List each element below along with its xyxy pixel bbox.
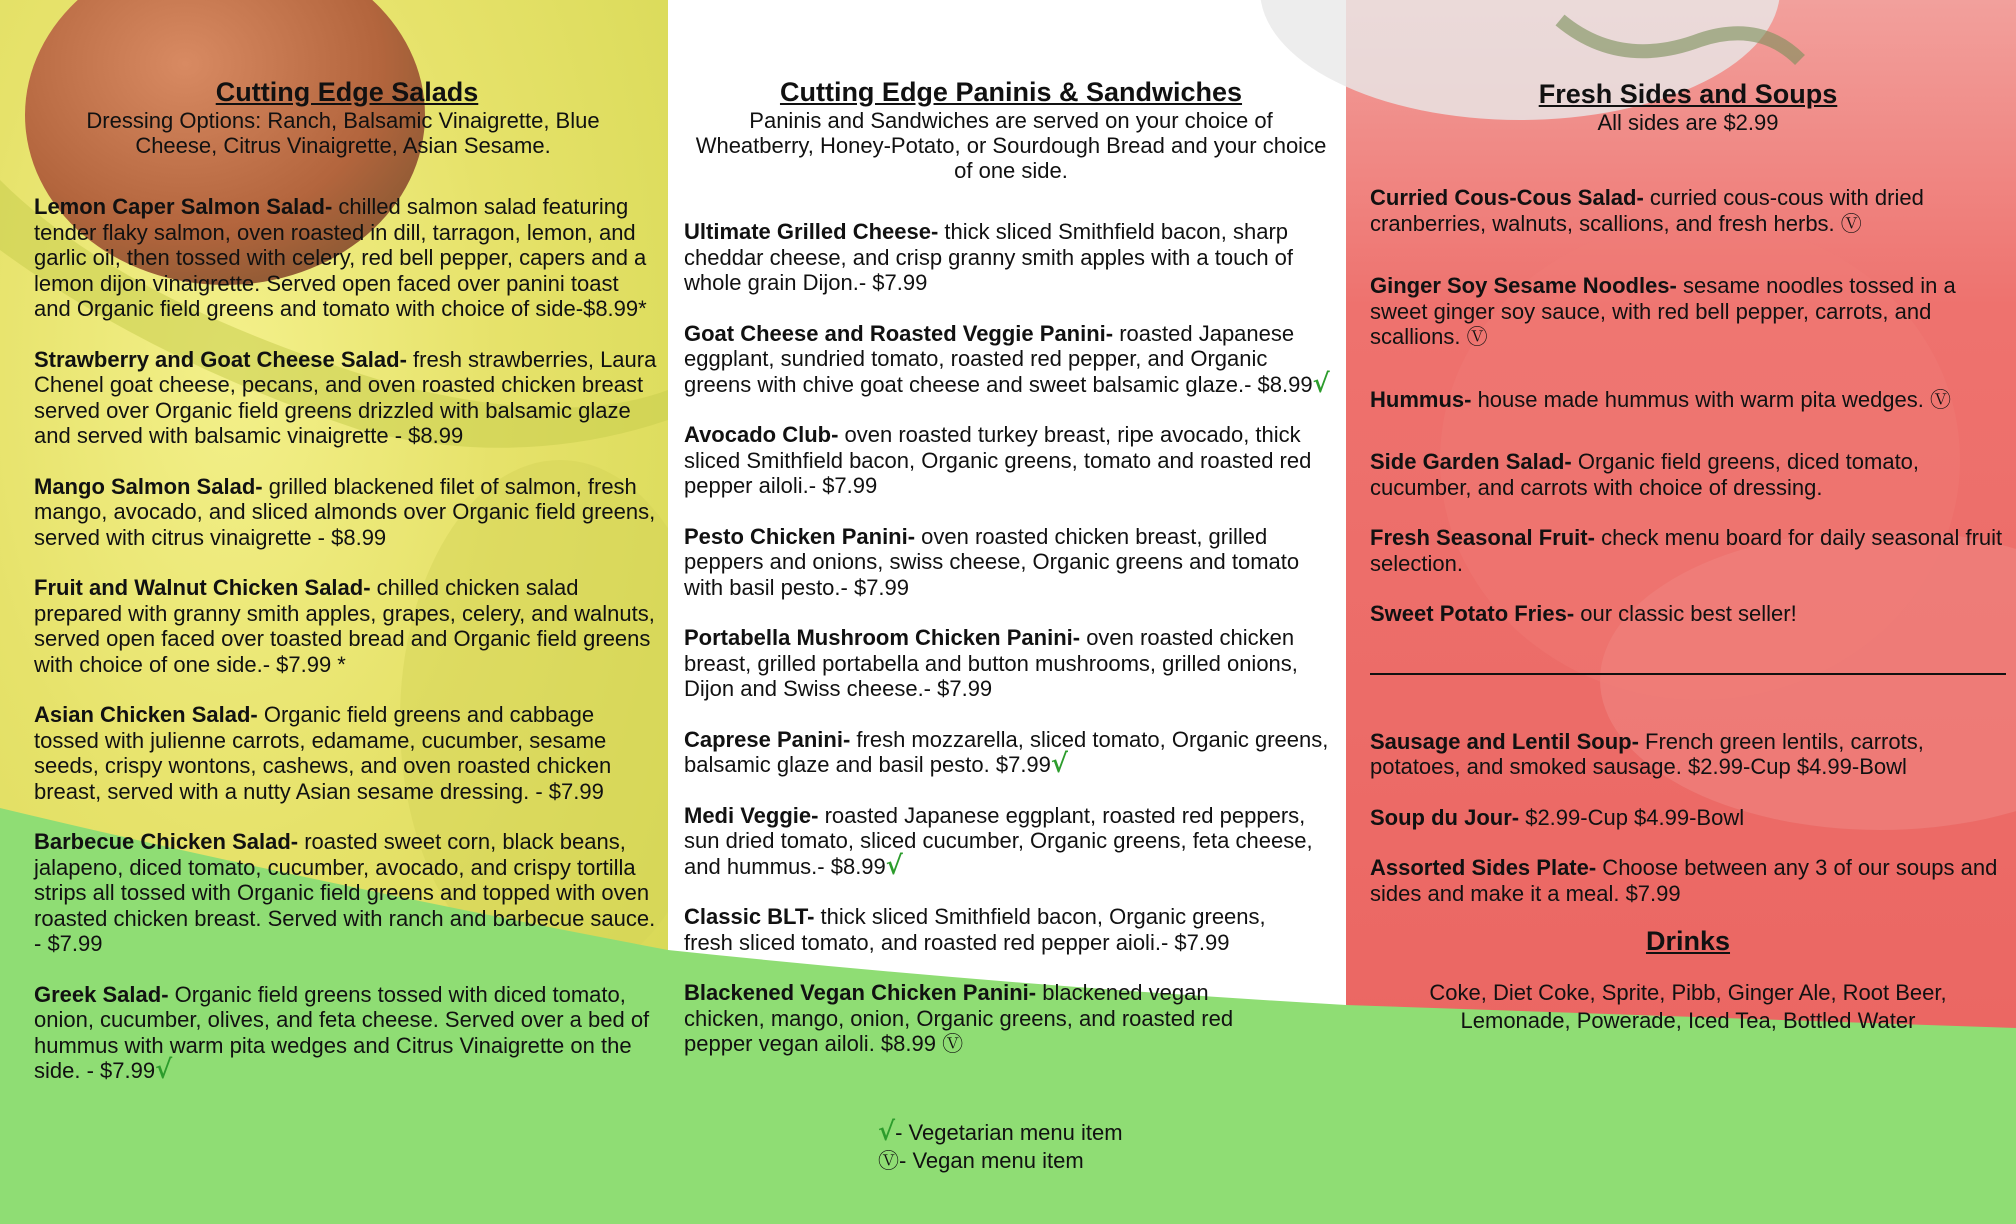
menu-item <box>684 625 1338 702</box>
item-name: Barbecue Chicken Salad- <box>34 829 299 855</box>
menu-item <box>684 321 1338 398</box>
item-desc: Choose between any 3 of our soups and sides and make it a meal. $7.99 <box>1370 855 1998 906</box>
menu-item <box>1370 601 2006 627</box>
item-desc: fresh strawberries, Laura Chenel goat cheese, pecans, and oven roasted chicken breast served over Organic field greens drizzled with balsamic glaze and served with balsamic vinaigrette - $8.99 <box>34 346 657 449</box>
item-desc: blackened vegan chicken, mango, onion, Organic greens, and roasted red pepper vegan ailoli. $8.99 <box>684 980 1234 1057</box>
menu-item <box>684 727 1338 778</box>
menu-item <box>1370 185 2006 237</box>
item-name: Greek Salad- <box>34 981 169 1007</box>
menu-item <box>684 219 1338 296</box>
item-desc: roasted Japanese eggplant, roasted red peppers, sun dried tomato, sliced cucumber, Organic greens, feta cheese, and hummus.- $8.99 <box>684 802 1313 879</box>
menu-item <box>684 980 1338 1058</box>
vegan-icon: Ⓥ <box>942 1032 964 1057</box>
menu-item <box>1370 387 2006 414</box>
paninis-column <box>668 0 1346 1224</box>
vegan-icon: Ⓥ <box>1930 387 1952 412</box>
item-desc: roasted sweet corn, black beans, jalapeno, diced tomato, cucumber, avocado, and crispy tortilla strips all tossed with Organic field greens and topped with oven roasted chicken breast. Served with ranch and barbecue sauce. - $7.99 <box>34 829 656 957</box>
item-name: Blackened Vegan Chicken Panini- <box>684 980 1037 1006</box>
item-desc: our classic best seller! <box>1574 601 1797 627</box>
menu-item <box>684 803 1338 880</box>
menu-item <box>684 524 1338 601</box>
item-name: Soup du Jour- <box>1370 804 1520 830</box>
vegetarian-icon: √ <box>1312 368 1330 399</box>
sides-column <box>1346 0 2016 1224</box>
salads-dressing-options: Dressing Options: Ranch, Balsamic Vinaigrette, Blue Cheese, Citrus Vinaigrette, Asian Sesame. <box>86 108 600 159</box>
item-name: Fruit and Walnut Chicken Salad- <box>34 575 371 601</box>
menu-item <box>34 575 660 677</box>
item-desc: thick sliced Smithfield bacon, Organic greens, fresh sliced tomato, and roasted red pepper aioli.- $7.99 <box>684 904 1266 955</box>
item-desc: Organic field greens, diced tomato, cucumber, and carrots with choice of dressing. <box>1370 449 1920 500</box>
item-desc: check menu board for daily seasonal fruit selection. <box>1370 525 2003 576</box>
item-name: Ultimate Grilled Cheese- <box>684 219 939 245</box>
vegan-icon: Ⓥ <box>1466 325 1488 350</box>
item-name: Sausage and Lentil Soup- <box>1370 728 1639 754</box>
vegetarian-icon: √ <box>885 850 903 881</box>
item-name: Goat Cheese and Roasted Veggie Panini- <box>684 320 1114 346</box>
menu-item <box>34 982 660 1084</box>
item-name: Sweet Potato Fries- <box>1370 601 1575 627</box>
vegetarian-icon: √ <box>878 1117 896 1147</box>
menu-item <box>1370 729 2006 780</box>
sides-title: Fresh Sides and Soups <box>1538 79 1838 109</box>
item-desc: oven roasted turkey breast, ripe avocado, thick sliced Smithfield bacon, Organic greens, tomato and roasted red pepper ailoli.- $7.99 <box>684 422 1312 499</box>
menu-item <box>34 347 660 449</box>
item-name: Avocado Club- <box>684 422 839 448</box>
menu-item <box>684 422 1338 499</box>
vegan-icon: Ⓥ <box>1840 211 1862 236</box>
item-name: Pesto Chicken Panini- <box>684 523 916 549</box>
item-desc: Organic field greens tossed with diced tomato, onion, cucumber, olives, and feta cheese. Served over a bed of hummus with warm pita wedges and Citrus Vinaigrette on the side. - $7.99 <box>34 981 650 1084</box>
menu-item <box>1370 273 2006 351</box>
item-desc: chilled chicken salad prepared with granny smith apples, grapes, celery, and walnuts, served open faced over toasted bread and Organic field greens with choice of one side.- $7.99 * <box>34 575 655 677</box>
item-name: Caprese Panini- <box>684 726 851 752</box>
menu-item <box>1370 525 2006 576</box>
vegan-icon: Ⓥ <box>878 1149 899 1173</box>
menu-item <box>1370 449 2006 500</box>
legend-vegan: Ⓥ- Vegan menu item <box>878 1148 1084 1173</box>
item-desc: grilled blackened filet of salmon, fresh mango, avocado, and sliced almonds over Organic field greens, served with citrus vinaigrette - $8.99 <box>34 473 656 550</box>
vegetarian-icon: √ <box>1050 749 1068 780</box>
item-desc: fresh mozzarella, sliced tomato, Organic greens, balsamic glaze and basil pesto. $7.99 <box>684 726 1329 778</box>
item-name: Medi Veggie- <box>684 802 819 828</box>
item-name: Curried Cous-Cous Salad- <box>1370 185 1644 211</box>
item-desc: Organic field greens and cabbage tossed with julienne carrots, edamame, cucumber, sesame seeds, crispy wontons, cashews, and oven roasted chicken breast, served with a nutty Asian sesame dressing. - $7.99 <box>34 702 612 804</box>
item-name: Side Garden Salad- <box>1370 449 1572 475</box>
sides-price-note: All sides are $2.99 <box>1597 110 1779 136</box>
item-name: Assorted Sides Plate- <box>1370 855 1597 881</box>
item-desc: French green lentils, carrots, potatoes, and smoked sausage. $2.99-Cup $4.99-Bowl <box>1370 728 1924 780</box>
item-desc: oven roasted chicken breast, grilled portabella and button mushrooms, grilled onions, Dijon and Swiss cheese.- $7.99 <box>684 625 1298 702</box>
item-desc: curried cous-cous with dried cranberries, walnuts, scallions, and fresh herbs. <box>1370 185 1924 236</box>
menu-item <box>34 702 660 804</box>
legend <box>878 1118 1123 1175</box>
item-name: Lemon Caper Salmon Salad- <box>34 194 333 220</box>
item-desc: house made hummus with warm pita wedges. <box>1471 386 1924 412</box>
item-desc: oven roasted chicken breast, grilled peppers and onions, swiss cheese, Organic greens and tomato with basil pesto.- $7.99 <box>684 523 1300 600</box>
drinks-title: Drinks <box>1645 926 1731 957</box>
item-name: Ginger Soy Sesame Noodles- <box>1370 273 1677 299</box>
item-name: Fresh Seasonal Fruit- <box>1370 525 1595 551</box>
menu-item <box>1370 855 2006 906</box>
item-desc: $2.99-Cup $4.99-Bowl <box>1519 804 1745 830</box>
menu-item <box>684 904 1338 955</box>
salads-column <box>0 0 668 1224</box>
paninis-bread-options: Paninis and Sandwiches are served on your choice of Wheatberry, Honey-Potato, or Sourdough Bread and your choice of one side. <box>695 108 1327 184</box>
item-name: Classic BLT- <box>684 904 815 930</box>
item-name: Portabella Mushroom Chicken Panini- <box>684 625 1081 651</box>
item-name: Asian Chicken Salad- <box>34 702 258 728</box>
legend-vegetarian: √- Vegetarian menu item <box>878 1117 1123 1147</box>
item-desc: roasted Japanese eggplant, sundried tomato, roasted red pepper, and Organic greens with chive goat cheese and sweet balsamic glaze.- $8.99 <box>684 320 1313 397</box>
menu-item <box>1370 805 2006 831</box>
menu-item <box>34 194 660 322</box>
item-name: Hummus- <box>1370 386 1472 412</box>
salads-title: Cutting Edge Salads <box>215 77 479 107</box>
menu-item <box>34 829 660 957</box>
drinks-list: Coke, Diet Coke, Sprite, Pibb, Ginger Ale, Root Beer, Lemonade, Powerade, Iced Tea, Bottled Water <box>1429 980 1947 1034</box>
item-desc: thick sliced Smithfield bacon, sharp cheddar cheese, and crisp granny smith apples with a touch of whole grain Dijon.- $7.99 <box>684 219 1294 296</box>
item-name: Mango Salmon Salad- <box>34 473 263 499</box>
vegetarian-icon: √ <box>155 1055 173 1086</box>
item-desc: sesame noodles tossed in a sweet ginger soy sauce, with red bell pepper, carrots, and scallions. <box>1370 273 1956 350</box>
paninis-title: Cutting Edge Paninis & Sandwiches <box>779 77 1243 107</box>
item-desc: chilled salmon salad featuring tender flaky salmon, oven roasted in dill, tarragon, lemon, and garlic oil, then tossed with celery, red bell pepper, capers and a lemon dijon vinaigrette. Served open faced over panini toast and Organic field greens and tomato with choice of side-$8.99* <box>34 194 647 322</box>
menu-item <box>34 474 660 551</box>
item-name: Strawberry and Goat Cheese Salad- <box>34 346 407 372</box>
